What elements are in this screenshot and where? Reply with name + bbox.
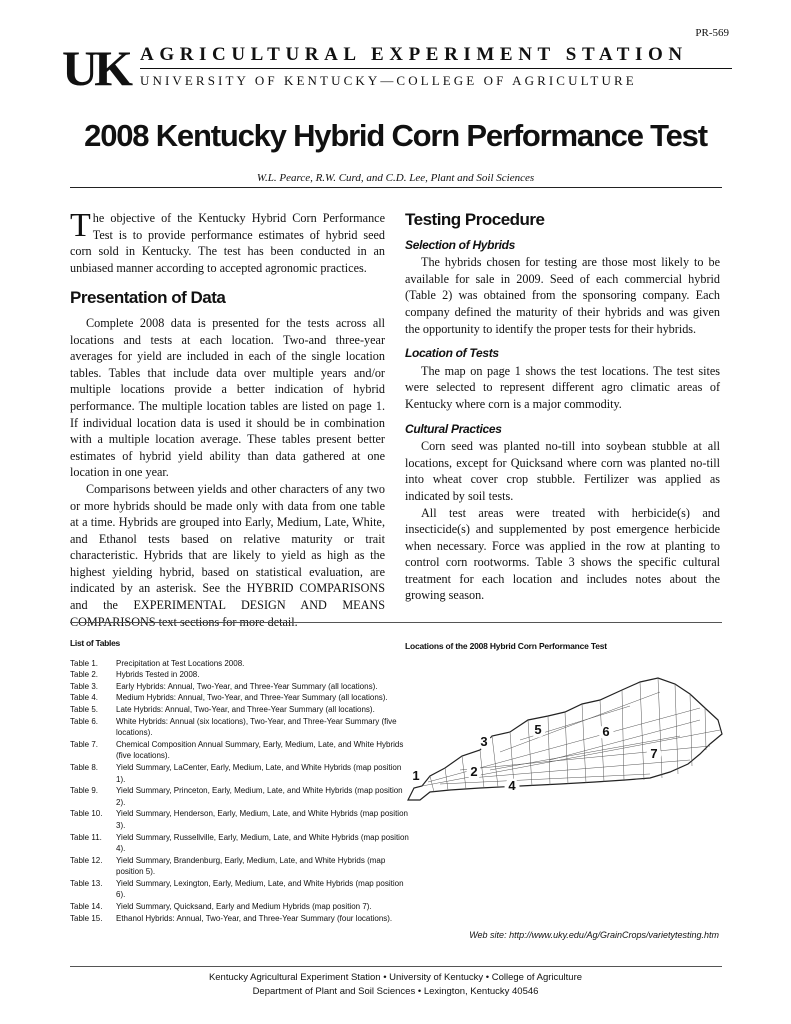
table-number: Table 9. bbox=[70, 786, 99, 796]
left-column bbox=[70, 207, 385, 630]
intro-paragraph: The objective of the Kentucky Hybrid Corn Performance Test is to provide performance estimates of hybrid seed corn sold in Kentucky. The test has been conducted in an unbiased manner according to accepted agronomic practices. bbox=[70, 207, 385, 275]
table-list-item bbox=[70, 808, 410, 831]
table-description: Yield Summary, Henderson, Early, Medium, Late, and White Hybrids (map position 3). bbox=[116, 809, 408, 830]
table-number: Table 11. bbox=[70, 832, 102, 842]
testing-procedure-heading: Testing Procedure bbox=[405, 210, 545, 229]
table-description: White Hybrids: Annual (six locations), Two-Year, and Three-Year Summary (five locations). bbox=[116, 716, 397, 738]
footer-line-1: Kentucky Agricultural Experiment Station • University of Kentucky • College of Agriculture bbox=[208, 972, 583, 983]
table-list-item bbox=[70, 658, 410, 670]
table-number: Table 6. bbox=[70, 716, 99, 726]
table-number: Table 14. bbox=[70, 902, 103, 912]
kentucky-map bbox=[400, 660, 730, 810]
cultural-paragraph-1: Corn seed was planted no-till into soybean stubble at all locations, except for Quicksand where corn was planted no-till into wheat cover crop stubble. Fertilizer was applied as indicated by soil tests. bbox=[405, 439, 720, 503]
table-list-item bbox=[70, 716, 410, 739]
website-link[interactable]: Web site: http://www.uky.edu/Ag/GrainCrops/varietytesting.htm bbox=[469, 930, 719, 940]
table-description: Late Hybrids: Annual, Two-Year, and Three-Year Summary (all locations). bbox=[116, 704, 375, 714]
list-of-tables-rows bbox=[70, 658, 410, 925]
table-number: Table 12. bbox=[70, 855, 103, 865]
table-number: Table 10. bbox=[70, 809, 103, 819]
map-marker-3: 3 bbox=[480, 734, 488, 749]
uk-logo-text: UK bbox=[62, 40, 129, 96]
map-marker-2: 2 bbox=[470, 764, 478, 779]
cultural-heading: Cultural Practices bbox=[405, 421, 502, 436]
footer-divider bbox=[70, 966, 722, 967]
table-number: Table 5. bbox=[70, 704, 99, 714]
table-description: Precipitation at Test Locations 2008. bbox=[116, 658, 245, 668]
location-paragraph: The map on page 1 shows the test locations. The test sites were selected to represent different agro climatic areas of Kentucky where corn is a major commodity. bbox=[405, 363, 720, 411]
presentation-paragraph-2: Comparisons between yields and other characters of any two or more hybrids should be made only with data from one table at a time. Hybrids are grouped into Early, Medium, Late, White, and Ethanol tests based on relative maturity or trait characteristic. Hybrids that are likely to yield as high as the highest yielding hybrid, based on statistical evaluation, are indicated by an asterisk. See the HYBRID COMPARISONS and the EXPERIMENTAL DESIGN AND MEANS COMPARISONS text sections for more detail. bbox=[70, 481, 385, 629]
table-list-item bbox=[70, 704, 410, 716]
map-marker-1: 1 bbox=[412, 768, 420, 783]
header-divider bbox=[140, 68, 732, 69]
title-divider bbox=[70, 187, 722, 188]
map-marker-7: 7 bbox=[650, 746, 658, 761]
list-of-tables-heading: List of Tables bbox=[70, 638, 120, 648]
table-description: Hybrids Tested in 2008. bbox=[116, 670, 200, 680]
table-number: Table 15. bbox=[70, 913, 103, 923]
table-description: Yield Summary, LaCenter, Early, Medium, Late, and White Hybrids (map position 1). bbox=[116, 762, 402, 784]
table-list-item bbox=[70, 832, 410, 855]
table-description: Chemical Composition Annual Summary, Early, Medium, Late, and White Hybrids (five locations). bbox=[116, 739, 404, 761]
selection-paragraph: The hybrids chosen for testing are those most likely to be available for sale in 2009. Seed of each commercial hybrid (Table 2) was obtained from the sponsoring company. Each company defined the maturity of their hybrids and was given the opportunity to identify the proper tests for their hybrids. bbox=[405, 255, 720, 336]
table-number: Table 1. bbox=[70, 658, 99, 668]
page-title: 2008 Kentucky Hybrid Corn Performance Test bbox=[84, 118, 707, 153]
table-list-item bbox=[70, 901, 410, 913]
selection-heading: Selection of Hybrids bbox=[405, 237, 516, 252]
table-list-item bbox=[70, 739, 410, 762]
presentation-paragraph-1: Complete 2008 data is presented for the tests across all locations and tests at each location. Two-and three-year averages for yield are included in each of the single location tables. Tables that include data over multiple years and/or multiple locations provide a better indication of hybrid performance. The multiple location tables are listed on page 1. If individual location data is used it should be in combination with a multiple location average. These tables present better estimates of hybrid yield ability than data gathered at one location in one year. bbox=[70, 315, 385, 480]
table-list-item bbox=[70, 762, 410, 785]
presentation-heading: Presentation of Data bbox=[70, 288, 226, 308]
table-number: Table 4. bbox=[70, 693, 99, 703]
table-list-item bbox=[70, 855, 410, 878]
map-marker-6: 6 bbox=[602, 724, 610, 739]
right-column bbox=[405, 210, 720, 604]
table-description: Yield Summary, Lexington, Early, Medium, Late, and White Hybrids (map position 6). bbox=[116, 878, 404, 900]
table-list-item bbox=[70, 692, 410, 704]
table-description: Yield Summary, Brandenburg, Early, Medium, Late, and White Hybrids (map position 5). bbox=[116, 855, 386, 877]
table-list-item bbox=[70, 878, 410, 901]
authors-line: W.L. Pearce, R.W. Curd, and C.D. Lee, Plant and Soil Sciences bbox=[256, 172, 535, 184]
station-name: AGRICULTURAL EXPERIMENT STATION bbox=[140, 44, 688, 65]
table-number: Table 3. bbox=[70, 681, 99, 691]
list-of-tables bbox=[70, 638, 410, 924]
table-description: Yield Summary, Princeton, Early, Medium, Late, and White Hybrids (map position 2). bbox=[116, 786, 403, 807]
table-description: Ethanol Hybrids: Annual, Two-Year, and Three-Year Summary (four locations). bbox=[116, 913, 393, 923]
table-list-item bbox=[70, 785, 410, 808]
map-marker-4: 4 bbox=[508, 778, 516, 793]
table-description: Medium Hybrids: Annual, Two-Year, and Three-Year Summary (all locations). bbox=[116, 693, 388, 703]
kentucky-outline bbox=[408, 678, 722, 800]
table-description: Yield Summary, Russellville, Early, Medium, Late, and White Hybrids (map position 4). bbox=[116, 832, 409, 854]
footer-line-2: Department of Plant and Soil Sciences • Lexington, Kentucky 40546 bbox=[252, 986, 539, 997]
table-number: Table 8. bbox=[70, 762, 99, 772]
table-list-item bbox=[70, 913, 410, 925]
cultural-paragraph-2: All test areas were treated with herbicide(s) and insecticide(s) and supplemented by post emergence herbicide when necessary. Force was applied in the row at planting to control corn rootworms. Table 3 shows the specific cultural treatment for each location and includes notes about the growing season. bbox=[405, 505, 720, 603]
table-number: Table 7. bbox=[70, 739, 99, 749]
table-description: Early Hybrids: Annual, Two-Year, and Three-Year Summary (all locations). bbox=[116, 681, 378, 691]
map-title: Locations of the 2008 Hybrid Corn Performance Test bbox=[405, 641, 607, 651]
section-divider bbox=[70, 622, 722, 623]
table-description: Yield Summary, Quicksand, Early and Medium Hybrids (map position 7). bbox=[116, 902, 372, 912]
university-name: UNIVERSITY OF KENTUCKY—COLLEGE OF AGRICULTURE bbox=[140, 73, 637, 88]
report-code: PR-569 bbox=[695, 27, 729, 39]
table-number: Table 13. bbox=[70, 878, 103, 888]
drop-cap: T bbox=[70, 207, 91, 244]
map-marker-5: 5 bbox=[534, 722, 542, 737]
table-number: Table 2. bbox=[70, 670, 99, 680]
uk-logo bbox=[62, 40, 132, 96]
location-heading: Location of Tests bbox=[405, 346, 499, 361]
table-list-item bbox=[70, 669, 410, 681]
table-list-item bbox=[70, 681, 410, 693]
